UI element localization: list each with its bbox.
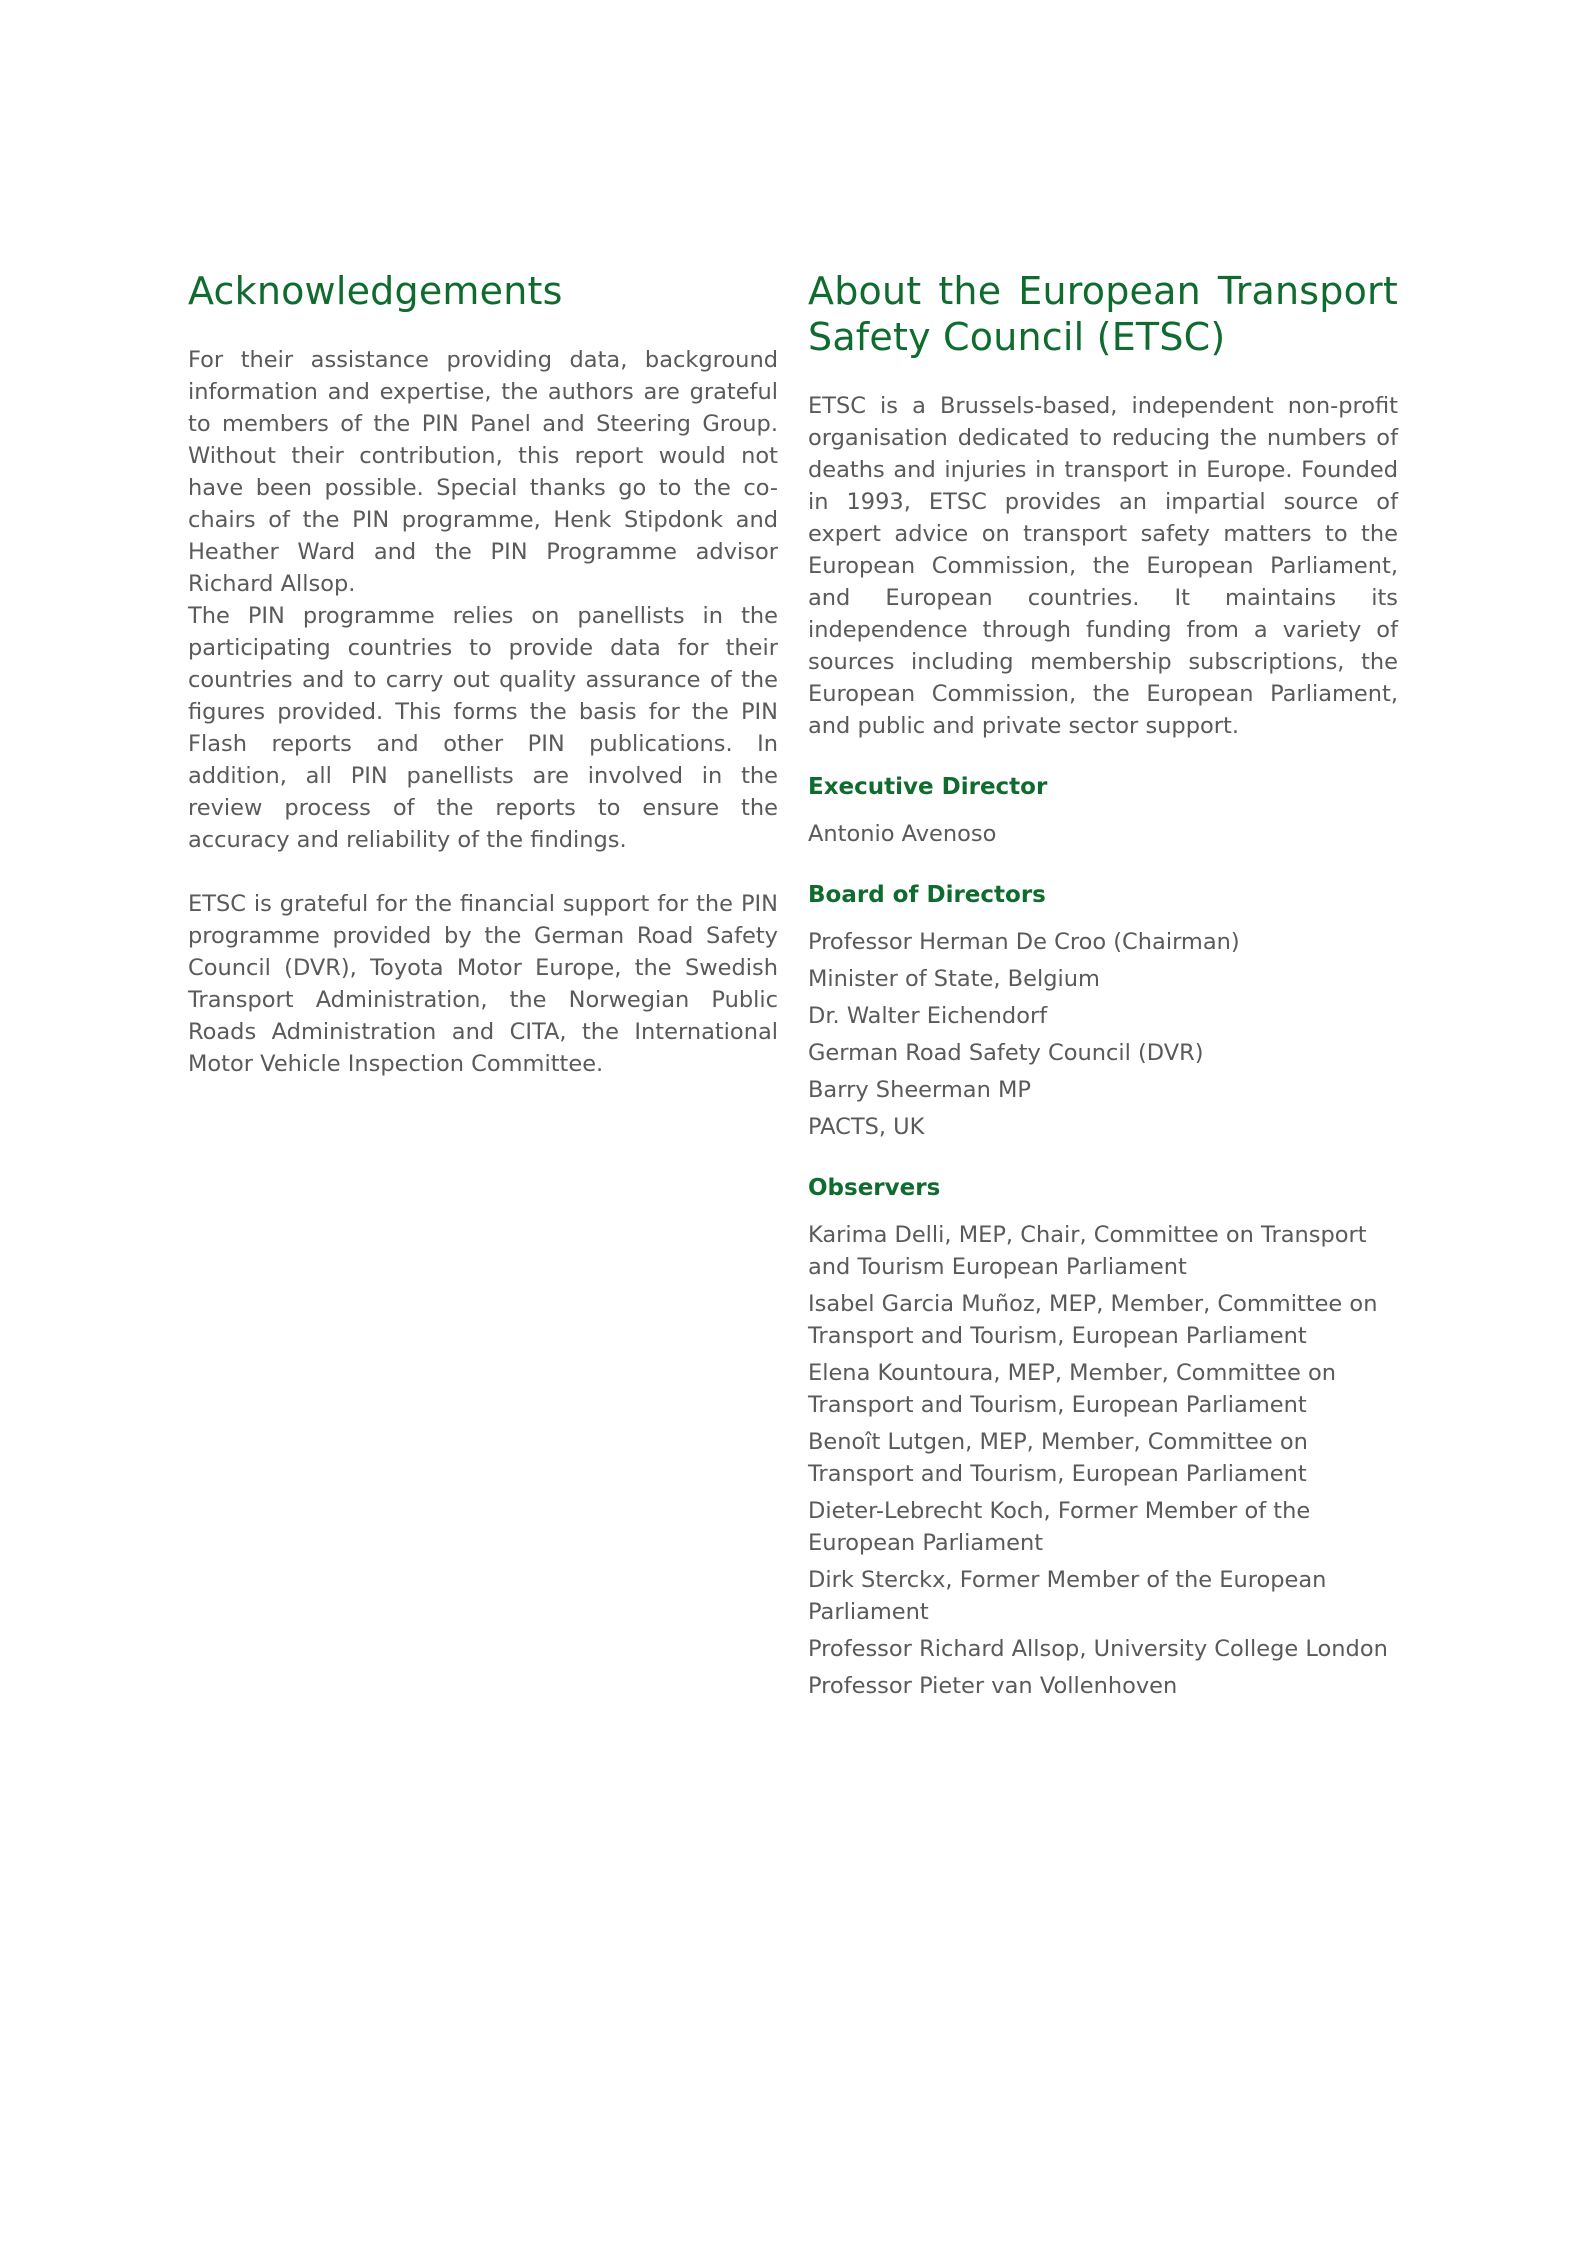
- about-etsc-description: ETSC is a Brussels-based, independent non-profit organisation dedicated to reducing the numbers of deaths and injuries in transport in Europe. Founded in 1993, ETSC provides an impartial source of expert advice on transport safety matters to the European Commission, the European Parliament, and European countries. It maintains its independence through funding from a variety of sources including membership subscriptions, the European Commission, the European Parliament, and public and private sector support.: [808, 393, 1398, 739]
- acknowledgements-paragraph-2: The PIN programme relies on panellists in the participating countries to provide data for their countries and to carry out quality assurance of the figures provided. This forms the basis for the PIN Flash reports and other PIN publications. In addition, all PIN panellists are involved in the review process of the reports to ensure the accuracy and reliability of the findings.: [188, 603, 778, 853]
- acknowledgements-paragraph-1: For their assistance providing data, background information and expertise, the authors are grateful to members of the PIN Panel and Steering Group. Without their contribution, this report would not have been possible. Special thanks go to the co-chairs of the PIN programme, Henk Stipdonk and Heather Ward and the PIN Programme advisor Richard Allsop.: [188, 347, 778, 597]
- observer-list-item: Dieter-Lebrecht Koch, Former Member of the European Parliament: [808, 1498, 1311, 1556]
- observer-list-item: Dirk Sterckx, Former Member of the European Parliament: [808, 1567, 1327, 1625]
- observers-list: [808, 1219, 1398, 1702]
- observer-list-item: Professor Richard Allsop, University College London: [808, 1636, 1388, 1662]
- board-list-item: German Road Safety Council (DVR): [808, 1040, 1204, 1066]
- observers-heading: Observers: [808, 1175, 941, 1201]
- observer-list-item: Elena Kountoura, MEP, Member, Committee on Transport and Tourism, European Parliament: [808, 1360, 1337, 1418]
- about-etsc-title-line-2: Safety Council (ETSC): [808, 315, 1226, 359]
- observer-list-item: Karima Delli, MEP, Chair, Committee on Transport and Tourism European Parliament: [808, 1222, 1367, 1280]
- board-list-item: Barry Sheerman MP: [808, 1077, 1031, 1103]
- board-of-directors-list: [808, 926, 1398, 1143]
- executive-director-name: Antonio Avenoso: [808, 821, 997, 847]
- observer-list-item: Benoît Lutgen, MEP, Member, Committee on Transport and Tourism, European Parliament: [808, 1429, 1308, 1487]
- about-etsc-title: [808, 268, 1398, 360]
- board-list-item: Dr. Walter Eichendorf: [808, 1003, 1048, 1029]
- observer-list-item: Professor Pieter van Vollenhoven: [808, 1673, 1178, 1699]
- executive-director-heading: Executive Director: [808, 774, 1048, 800]
- board-list-item: Minister of State, Belgium: [808, 966, 1100, 992]
- board-list-item: PACTS, UK: [808, 1114, 925, 1140]
- observer-list-item: Isabel Garcia Muñoz, MEP, Member, Committee on Transport and Tourism, European Parliament: [808, 1291, 1378, 1349]
- acknowledgements-title: Acknowledgements: [188, 269, 563, 313]
- about-etsc-title-line-1: About the European Transport: [808, 269, 1398, 313]
- board-of-directors-heading: Board of Directors: [808, 882, 1046, 908]
- acknowledgements-paragraph-3: ETSC is grateful for the financial support for the PIN programme provided by the German Road Safety Council (DVR), Toyota Motor Europe, the Swedish Transport Administration, the Norwegian Public Roads Administration and CITA, the International Motor Vehicle Inspection Committee.: [188, 891, 778, 1077]
- about-etsc-column: [808, 268, 1398, 1707]
- acknowledgements-column: [188, 268, 778, 1080]
- board-list-item: Professor Herman De Croo (Chairman): [808, 929, 1240, 955]
